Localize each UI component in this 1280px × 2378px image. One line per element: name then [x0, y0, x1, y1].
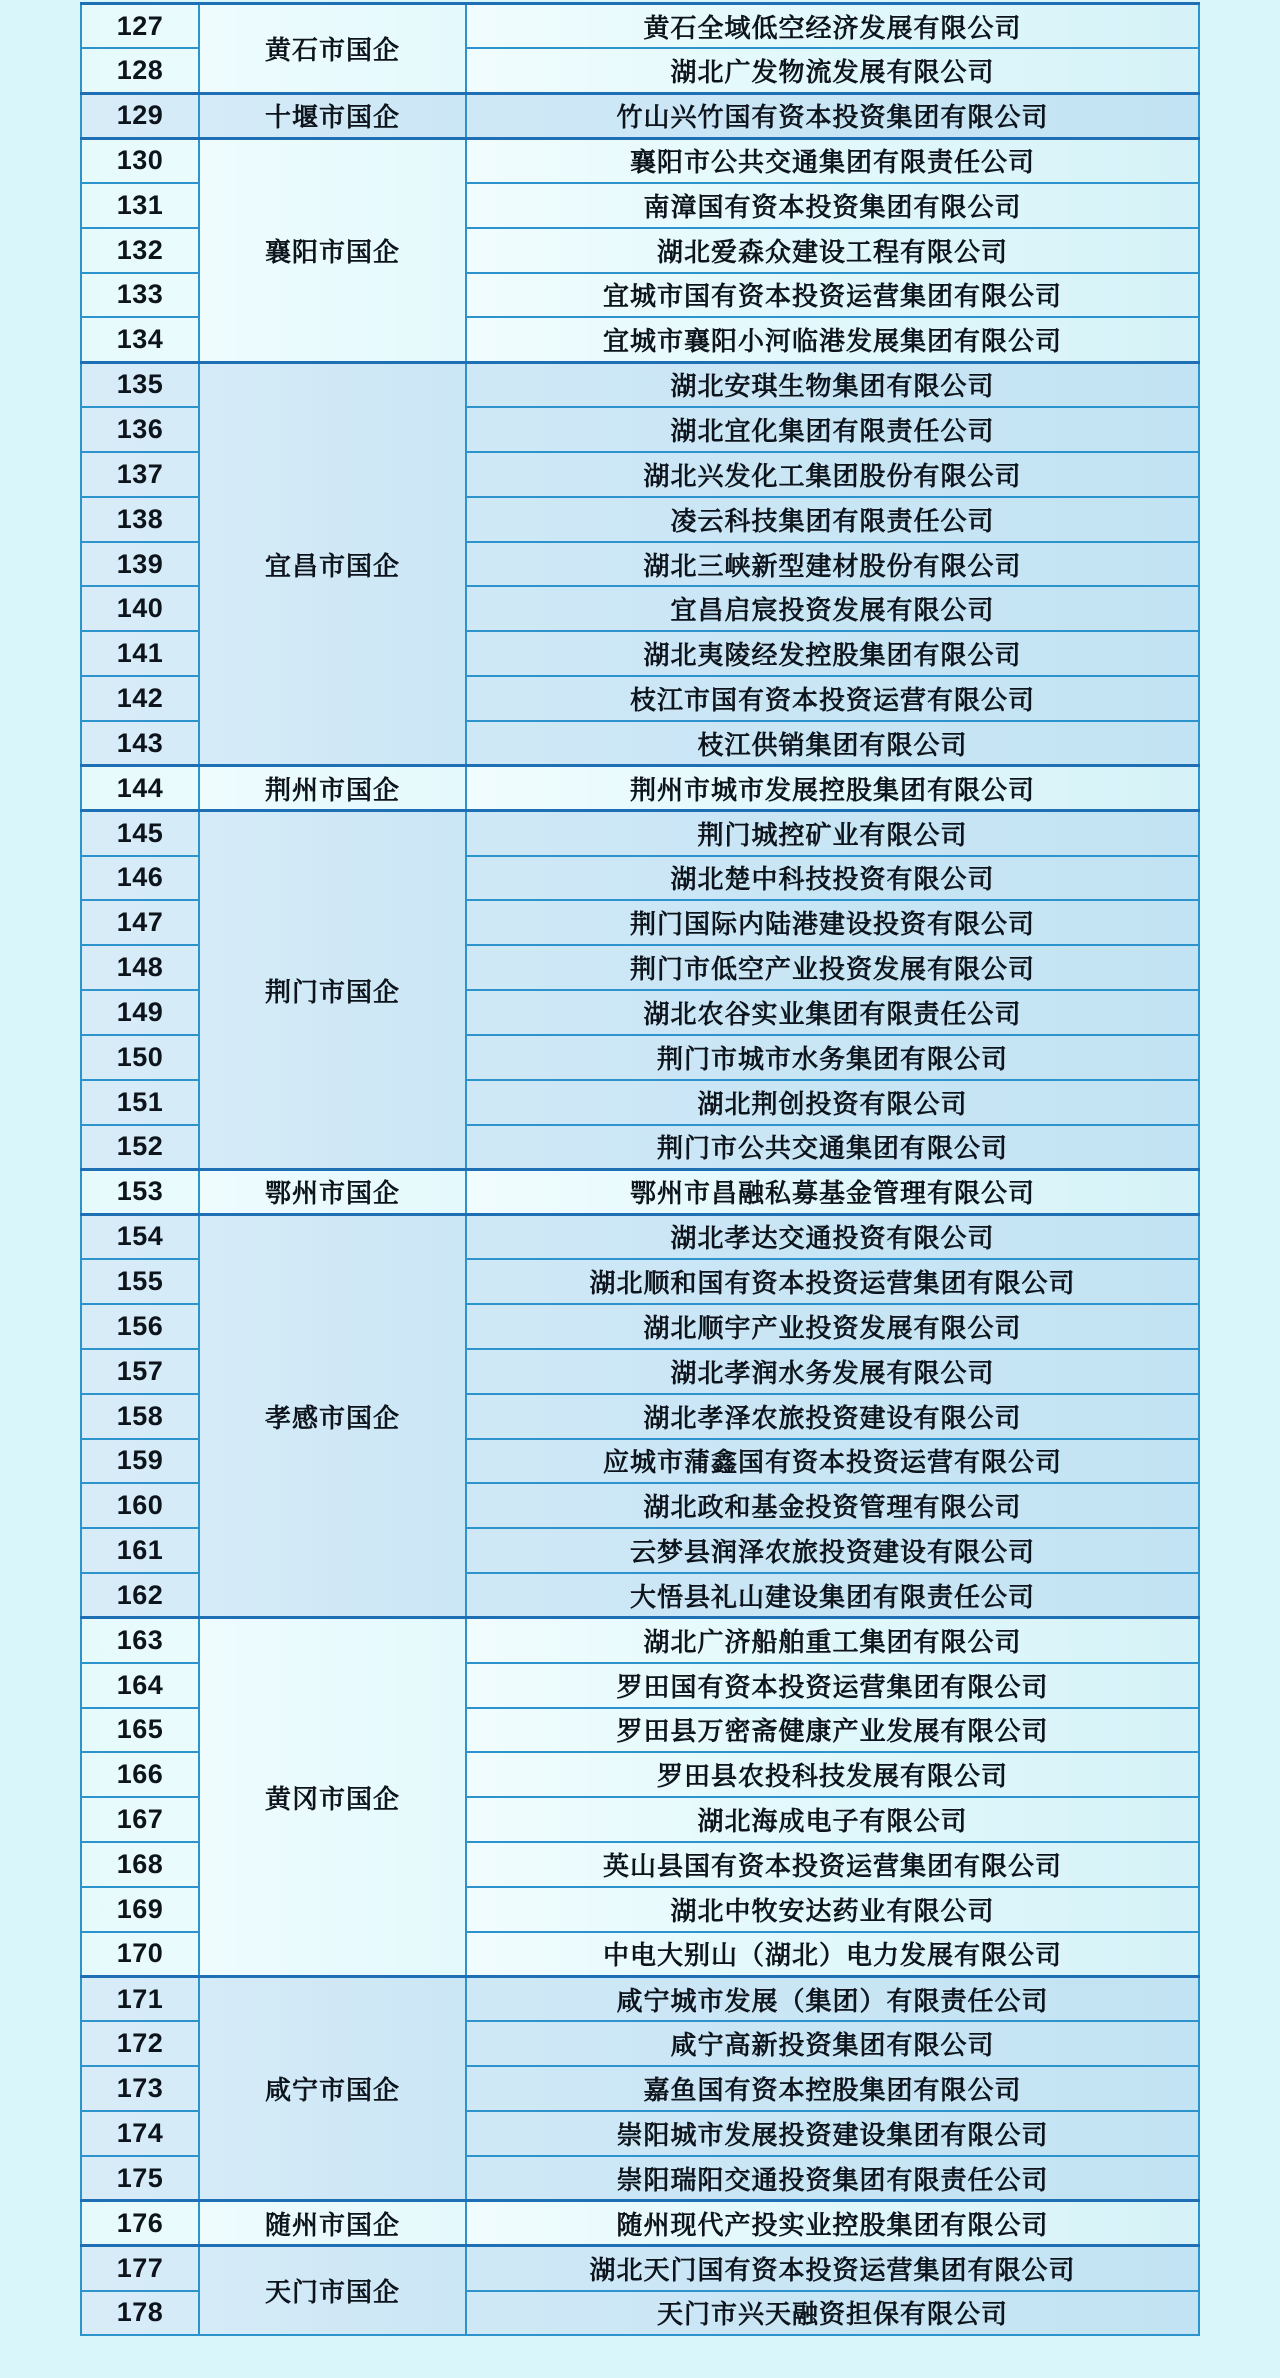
row-index-cell: 144: [81, 766, 199, 811]
company-name-cell: 襄阳市公共交通集团有限责任公司: [466, 138, 1199, 183]
company-name-cell: 崇阳瑞阳交通投资集团有限责任公司: [466, 2156, 1199, 2201]
table-row: [81, 766, 1199, 811]
row-index-cell: 162: [81, 1573, 199, 1618]
row-index-cell: 166: [81, 1752, 199, 1797]
row-index-cell: 169: [81, 1887, 199, 1932]
row-index-cell: 129: [81, 93, 199, 138]
row-index-cell: 164: [81, 1663, 199, 1708]
group-label-cell: 咸宁市国企: [199, 1977, 466, 2201]
row-index-cell: 160: [81, 1483, 199, 1528]
row-index-cell: 139: [81, 542, 199, 587]
table-row: [81, 4, 1199, 49]
row-index-cell: 147: [81, 900, 199, 945]
group-label-cell: 黄冈市国企: [199, 1618, 466, 1977]
company-name-cell: 咸宁高新投资集团有限公司: [466, 2021, 1199, 2066]
row-index-cell: 131: [81, 183, 199, 228]
group-label-cell: 孝感市国企: [199, 1214, 466, 1618]
company-name-cell: 罗田县万密斋健康产业发展有限公司: [466, 1708, 1199, 1753]
group-label-cell: 十堰市国企: [199, 93, 466, 138]
row-index-cell: 156: [81, 1304, 199, 1349]
table-row: [81, 2201, 1199, 2246]
table-row: [81, 362, 1199, 407]
row-index-cell: 173: [81, 2066, 199, 2111]
company-name-cell: 荆门城控矿业有限公司: [466, 811, 1199, 856]
company-name-cell: 随州现代产投实业控股集团有限公司: [466, 2201, 1199, 2246]
row-index-cell: 157: [81, 1349, 199, 1394]
company-name-cell: 湖北农谷实业集团有限责任公司: [466, 990, 1199, 1035]
company-name-cell: 湖北荆创投资有限公司: [466, 1080, 1199, 1125]
company-name-cell: 大悟县礼山建设集团有限责任公司: [466, 1573, 1199, 1618]
company-name-cell: 湖北顺和国有资本投资运营集团有限公司: [466, 1259, 1199, 1304]
company-name-cell: 湖北安琪生物集团有限公司: [466, 362, 1199, 407]
company-name-cell: 湖北三峡新型建材股份有限公司: [466, 542, 1199, 587]
table-row: [81, 138, 1199, 183]
company-name-cell: 中电大别山（湖北）电力发展有限公司: [466, 1932, 1199, 1977]
row-index-cell: 133: [81, 273, 199, 318]
row-index-cell: 127: [81, 4, 199, 49]
company-name-cell: 崇阳城市发展投资建设集团有限公司: [466, 2111, 1199, 2156]
row-index-cell: 151: [81, 1080, 199, 1125]
company-name-cell: 鄂州市昌融私募基金管理有限公司: [466, 1169, 1199, 1214]
company-name-cell: 荆门国际内陆港建设投资有限公司: [466, 900, 1199, 945]
company-name-cell: 湖北孝润水务发展有限公司: [466, 1349, 1199, 1394]
company-name-cell: 宜城市襄阳小河临港发展集团有限公司: [466, 317, 1199, 362]
row-index-cell: 142: [81, 676, 199, 721]
table-row: [81, 93, 1199, 138]
company-name-cell: 湖北孝达交通投资有限公司: [466, 1214, 1199, 1259]
row-index-cell: 150: [81, 1035, 199, 1080]
row-index-cell: 176: [81, 2201, 199, 2246]
company-name-cell: 湖北孝泽农旅投资建设有限公司: [466, 1394, 1199, 1439]
row-index-cell: 161: [81, 1528, 199, 1573]
company-name-cell: 湖北海成电子有限公司: [466, 1797, 1199, 1842]
group-label-cell: 荆州市国企: [199, 766, 466, 811]
group-label-cell: 宜昌市国企: [199, 362, 466, 766]
row-index-cell: 178: [81, 2291, 199, 2336]
company-name-cell: 湖北广济船舶重工集团有限公司: [466, 1618, 1199, 1663]
row-index-cell: 177: [81, 2246, 199, 2291]
company-name-cell: 咸宁城市发展（集团）有限责任公司: [466, 1977, 1199, 2022]
company-name-cell: 枝江供销集团有限公司: [466, 721, 1199, 766]
company-name-cell: 宜昌启宸投资发展有限公司: [466, 586, 1199, 631]
row-index-cell: 175: [81, 2156, 199, 2201]
row-index-cell: 155: [81, 1259, 199, 1304]
company-name-cell: 罗田县农投科技发展有限公司: [466, 1752, 1199, 1797]
company-name-cell: 湖北夷陵经发控股集团有限公司: [466, 631, 1199, 676]
row-index-cell: 145: [81, 811, 199, 856]
row-index-cell: 170: [81, 1932, 199, 1977]
company-name-cell: 荆门市低空产业投资发展有限公司: [466, 945, 1199, 990]
group-label-cell: 襄阳市国企: [199, 138, 466, 362]
group-label-cell: 天门市国企: [199, 2246, 466, 2336]
row-index-cell: 167: [81, 1797, 199, 1842]
company-name-cell: 罗田国有资本投资运营集团有限公司: [466, 1663, 1199, 1708]
table-row: [81, 2246, 1199, 2291]
row-index-cell: 165: [81, 1708, 199, 1753]
row-index-cell: 140: [81, 586, 199, 631]
company-name-cell: 湖北广发物流发展有限公司: [466, 48, 1199, 93]
row-index-cell: 138: [81, 497, 199, 542]
company-name-cell: 凌云科技集团有限责任公司: [466, 497, 1199, 542]
row-index-cell: 148: [81, 945, 199, 990]
row-index-cell: 134: [81, 317, 199, 362]
row-index-cell: 174: [81, 2111, 199, 2156]
group-label-cell: 随州市国企: [199, 2201, 466, 2246]
company-name-cell: 湖北天门国有资本投资运营集团有限公司: [466, 2246, 1199, 2291]
group-label-cell: 黄石市国企: [199, 4, 466, 94]
row-index-cell: 136: [81, 407, 199, 452]
row-index-cell: 132: [81, 228, 199, 273]
row-index-cell: 154: [81, 1214, 199, 1259]
company-name-cell: 湖北宜化集团有限责任公司: [466, 407, 1199, 452]
company-name-cell: 荆门市城市水务集团有限公司: [466, 1035, 1199, 1080]
soe-table: [80, 2, 1200, 2336]
company-name-cell: 宜城市国有资本投资运营集团有限公司: [466, 273, 1199, 318]
company-name-cell: 天门市兴天融资担保有限公司: [466, 2291, 1199, 2336]
row-index-cell: 171: [81, 1977, 199, 2022]
company-name-cell: 竹山兴竹国有资本投资集团有限公司: [466, 93, 1199, 138]
row-index-cell: 168: [81, 1842, 199, 1887]
row-index-cell: 146: [81, 856, 199, 901]
row-index-cell: 130: [81, 138, 199, 183]
table-row: [81, 1618, 1199, 1663]
company-name-cell: 嘉鱼国有资本控股集团有限公司: [466, 2066, 1199, 2111]
table-row: [81, 1977, 1199, 2022]
soe-table-body: [81, 4, 1199, 2336]
row-index-cell: 135: [81, 362, 199, 407]
row-index-cell: 152: [81, 1125, 199, 1170]
company-name-cell: 湖北政和基金投资管理有限公司: [466, 1483, 1199, 1528]
company-name-cell: 云梦县润泽农旅投资建设有限公司: [466, 1528, 1199, 1573]
row-index-cell: 153: [81, 1169, 199, 1214]
row-index-cell: 159: [81, 1439, 199, 1484]
group-label-cell: 荆门市国企: [199, 811, 466, 1170]
company-name-cell: 湖北楚中科技投资有限公司: [466, 856, 1199, 901]
company-name-cell: 湖北爱森众建设工程有限公司: [466, 228, 1199, 273]
row-index-cell: 149: [81, 990, 199, 1035]
company-name-cell: 应城市蒲鑫国有资本投资运营有限公司: [466, 1439, 1199, 1484]
row-index-cell: 128: [81, 48, 199, 93]
company-name-cell: 荆州市城市发展控股集团有限公司: [466, 766, 1199, 811]
company-name-cell: 湖北兴发化工集团股份有限公司: [466, 452, 1199, 497]
group-label-cell: 鄂州市国企: [199, 1169, 466, 1214]
company-name-cell: 湖北顺宇产业投资发展有限公司: [466, 1304, 1199, 1349]
company-name-cell: 南漳国有资本投资集团有限公司: [466, 183, 1199, 228]
row-index-cell: 172: [81, 2021, 199, 2066]
company-name-cell: 黄石全域低空经济发展有限公司: [466, 4, 1199, 49]
table-row: [81, 1214, 1199, 1259]
row-index-cell: 137: [81, 452, 199, 497]
table-row: [81, 1169, 1199, 1214]
row-index-cell: 158: [81, 1394, 199, 1439]
row-index-cell: 141: [81, 631, 199, 676]
company-name-cell: 湖北中牧安达药业有限公司: [466, 1887, 1199, 1932]
row-index-cell: 143: [81, 721, 199, 766]
company-name-cell: 荆门市公共交通集团有限公司: [466, 1125, 1199, 1170]
company-name-cell: 英山县国有资本投资运营集团有限公司: [466, 1842, 1199, 1887]
row-index-cell: 163: [81, 1618, 199, 1663]
company-name-cell: 枝江市国有资本投资运营有限公司: [466, 676, 1199, 721]
table-row: [81, 811, 1199, 856]
